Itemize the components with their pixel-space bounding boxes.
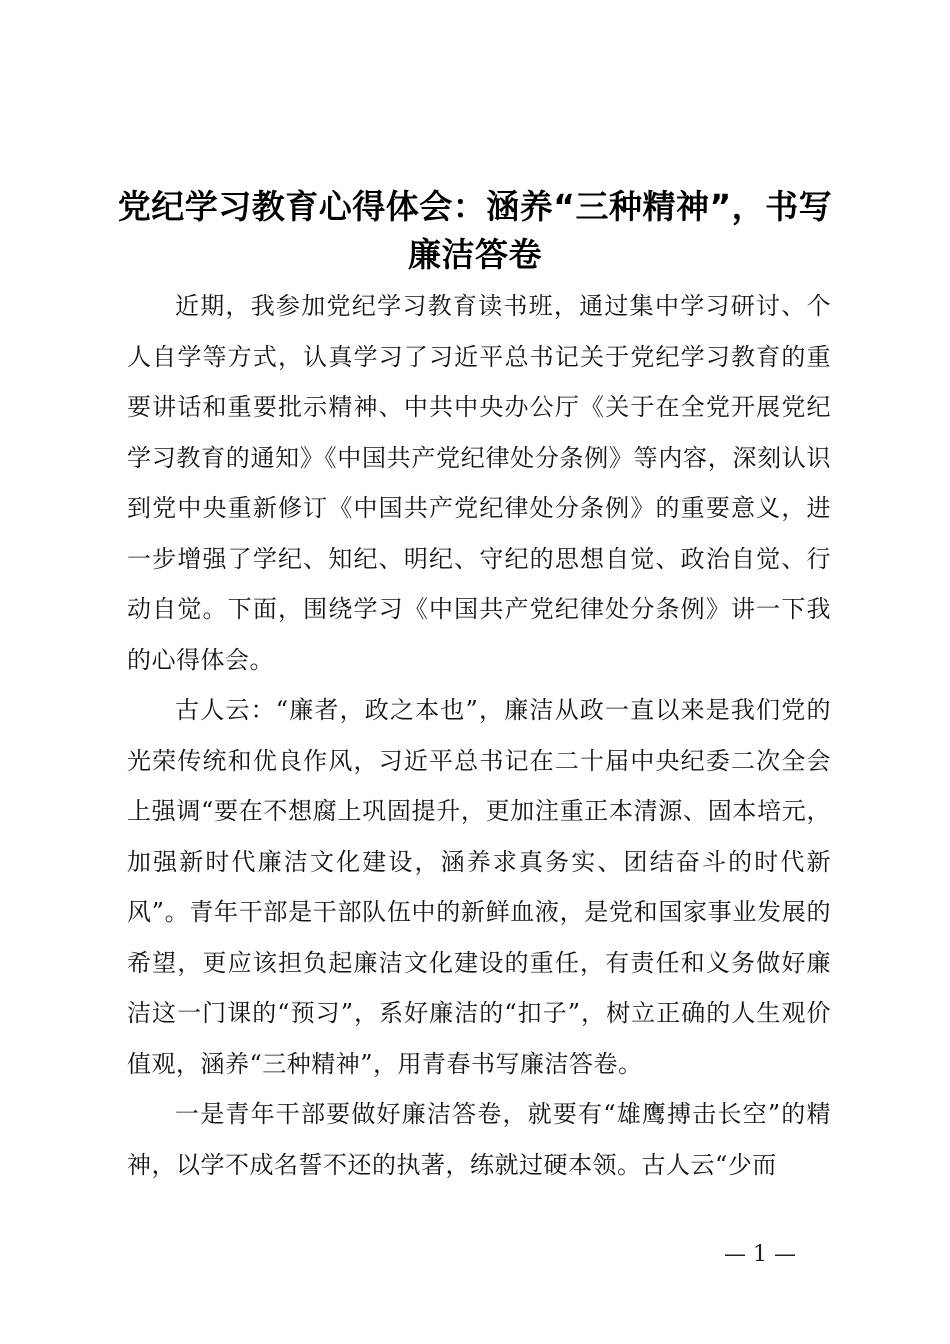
paragraph-integrity: 古人云：“廉者，政之本也”，廉洁从政一直以来是我们党的光荣传统和优良作风，习近平总书记在二十届中央纪委二次全会上强调“要在不想腐上巩固提升，更加注重正本清源、固本培元，加强新时代廉洁文化建设，涵养求真务实、团结奋斗的时代新风”。青年干部是干部队伍中的新鲜血液，是党和国家事业发展的希望，更应该担负起廉洁文化建设的重任，有责任和义务做好廉洁这一门课的“预习”，系好廉洁的“扣子”，树立正确的人生观价值观，涵养“三种精神”，用青春书写廉洁答卷。 [127,696,831,1078]
paragraph-intro: 近期，我参加党纪学习教育读书班，通过集中学习研讨、个人自学等方式，认真学习了习近平总书记关于党纪学习教育的重要讲话和重要批示精神、中共中央办公厅《关于在全党开展党纪学习教育的通知》《中国共产党纪律处分条例》等内容，深刻认识到党中央重新修订《中国共产党纪律处分条例》的重要意义，进一步增强了学纪、知纪、明纪、守纪的思想自觉、政治自觉、行动自觉。下面，围绕学习《中国共产党纪律处分条例》讲一下我的心得体会。 [127,292,831,674]
document-title: 党纪学习教育心得体会：涵养“三种精神”，书写廉洁答卷 [117,187,833,274]
page-number: — 1 — [724,1242,796,1267]
paragraph-first-point: 一是青年干部要做好廉洁答卷，就要有“雄鹰搏击长空”的精神，以学不成名誓不还的执著，练就过硬本领。古人云“少而 [127,1100,831,1179]
document-body [127,281,831,1190]
